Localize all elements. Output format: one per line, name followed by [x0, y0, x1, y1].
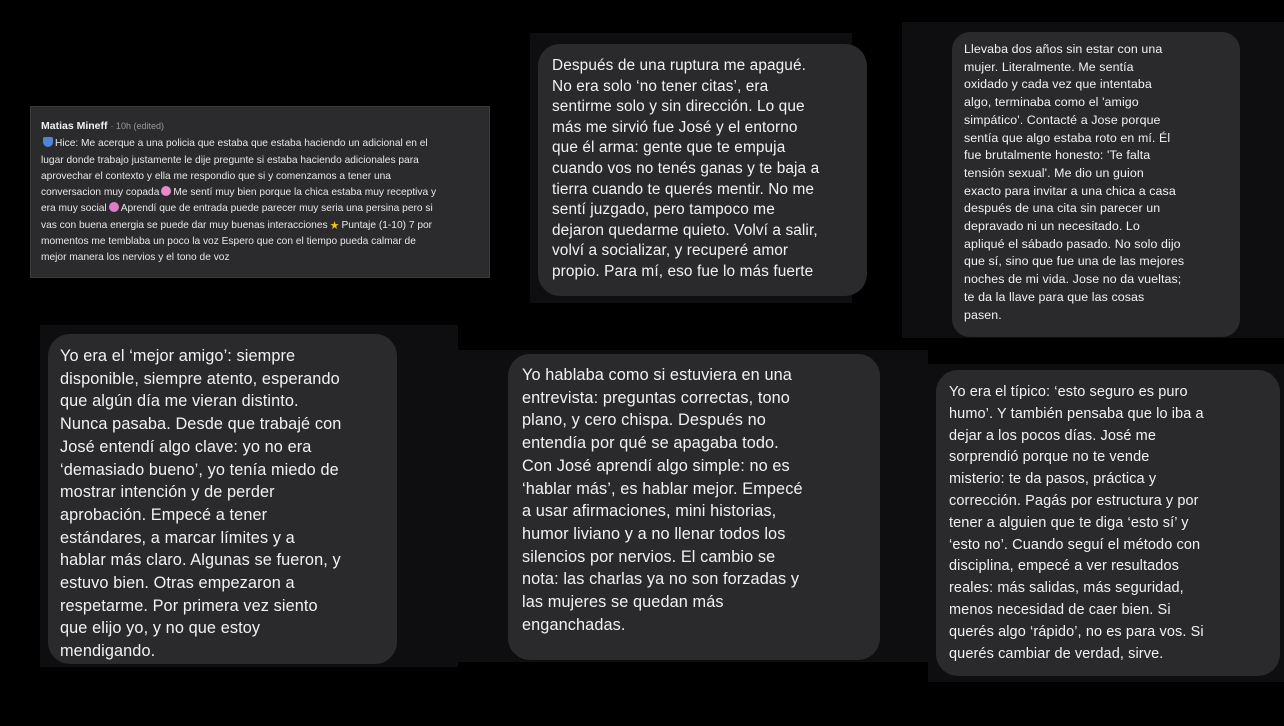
- testimonial-bubble-5: Yo era el típico: ‘esto seguro es puro humo’. Y también pensaba que lo iba a dejar a los pocos días. José me sorprendió porque no te vende misterio: te da pasos, práctica y corrección. Pagás por estructura y por tener a alguien que te diga ‘esto sí’ y ‘esto no’. Cuando seguí el método con disciplina, empecé a ver resultados reales: más salidas, más seguridad, menos necesidad de caer bien. Si querés algo ‘rápido’, no es para vos. Si querés cambiar de verdad, sirve.: [936, 370, 1280, 676]
- testimonial-bubble-2: Llevaba dos años sin estar con una mujer. Literalmente. Me sentía oxidado y cada vez que intentaba algo, terminaba como el 'amigo simpático'. Contacté a Jose porque sentía que algo estaba roto en mí. Él fue brutalmente honesto: 'Te falta tensión sexual'. Me dio un guion exacto para invitar a una chica a casa después de una cita sin parecer un depravado ni un necesitado. Lo apliqué el sábado pasado. No solo dijo que sí, sino que fue una de las mejores noches de mi vida. Jose no da vueltas; te da la llave para que las cosas pasen.: [952, 32, 1240, 337]
- shield-emoji-icon: [43, 137, 53, 147]
- comment-text-part-4: Puntaje (1-10) 7 por momentos me temblaba un poco la voz Espero que con el tiempo pueda calmar de mejor manera los nervios y el tono de voz: [41, 219, 433, 264]
- comment-header: [41, 118, 479, 134]
- testimonial-bubble-3: Yo era el ‘mejor amigo’: siempre disponible, siempre atento, esperando que algún día me vieran distinto. Nunca pasaba. Desde que trabajé con José entendí algo clave: yo no era ‘demasiado bueno’, yo tenía miedo de mostrar intención y de perder aprobación. Empecé a tener estándares, a marcar límites y a hablar más claro. Algunas se fueron, y estuvo bien. Otras empezaron a respetarme. Por primera vez siento que elijo yo, y no que estoy mendigando.: [48, 334, 397, 664]
- testimonial-bubble-1: Después de una ruptura me apagué. No era solo ‘no tener citas’, era sentirme solo y sin dirección. Lo que más me sirvió fue José y el entorno que él arma: gente que te empuja cuando vos no tenés ganas y te baja a tierra cuando te querés mentir. No me sentí juzgado, pero tampoco me dejaron quedarme quieto. Volví a salir, volví a socializar, y recuperé amor propio. Para mí, eso fue lo más fuerte: [538, 44, 867, 296]
- comment-body: [41, 136, 479, 266]
- comment-text-part-3: Aprendí que de entrada puede parecer muy seria una persina pero si vas con buena energia se puede dar muy buenas interacciones: [41, 203, 433, 231]
- testimonial-bubble-4: Yo hablaba como si estuviera en una entrevista: preguntas correctas, tono plano, y cero chispa. Después no entendía por qué se apagaba todo. Con José aprendí algo simple: no es ‘hablar más’, es hablar mejor. Empecé a usar afirmaciones, mini historias, humor liviano y a no llenar todos los silencios por nervios. El cambio se nota: las charlas ya no son forzadas y las mujeres se quedan más enganchadas.: [508, 354, 880, 660]
- comment-author[interactable]: Matias Mineff: [41, 120, 108, 132]
- brain-emoji-icon: [161, 186, 171, 196]
- comment-card: [30, 106, 490, 278]
- comment-meta: · 10h (edited): [110, 121, 164, 131]
- comment-text-part-1: Hice: Me acerque a una policia que estaba que estaba haciendo un adicional en el lugar donde trabajo justamente le dije pregunte si estaba haciendo adicionales para aprovechar el contexto y ella me respondio que si y comenzamos a tener una conversacion muy copada: [41, 138, 428, 199]
- muscle-emoji-icon: [109, 202, 119, 212]
- comment-text-part-2: Me sentí muy bien porque la chica estaba muy receptiva y era muy social: [41, 187, 437, 215]
- star-emoji-icon: ★: [329, 219, 340, 232]
